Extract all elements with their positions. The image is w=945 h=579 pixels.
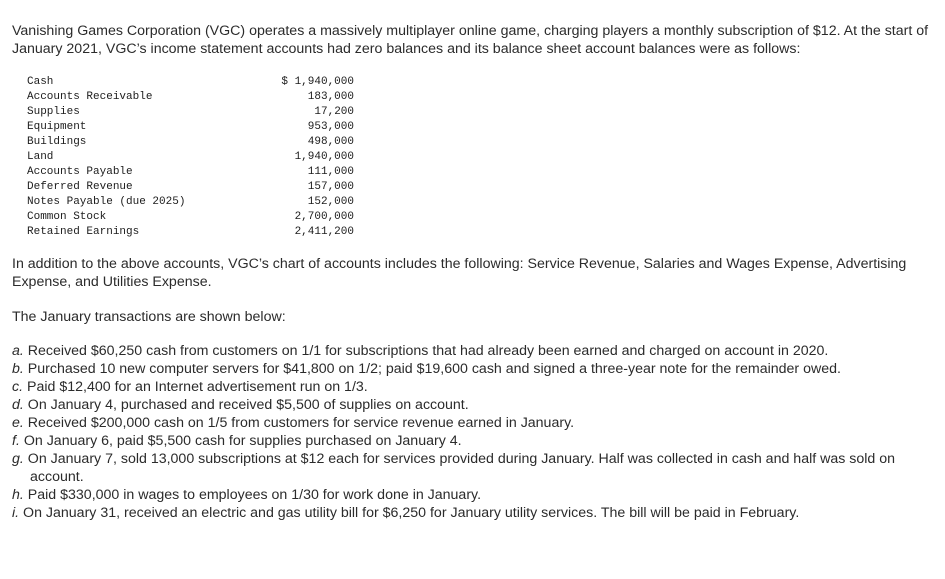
account-name: Notes Payable (due 2025) bbox=[27, 196, 186, 208]
transaction-letter: f. bbox=[12, 433, 20, 449]
transaction-letter: b. bbox=[12, 361, 24, 377]
balance-row bbox=[27, 90, 354, 105]
transactions-list bbox=[12, 342, 940, 522]
account-name: Supplies bbox=[27, 106, 80, 118]
account-balance: 17,200 bbox=[314, 106, 354, 118]
transaction-text: Received $60,250 cash from customers on 1/1 for subscriptions that had already been earned and charged on account in 2020. bbox=[27, 343, 829, 359]
problem-document bbox=[12, 22, 940, 522]
balance-row bbox=[27, 135, 354, 150]
transaction-text: On January 31, received an electric and gas utility bill for $6,250 for January utility services. The bill will be paid in February. bbox=[23, 505, 800, 521]
transaction-text: On January 6, paid $5,500 cash for supplies purchased on January 4. bbox=[23, 433, 462, 449]
account-balance: 953,000 bbox=[307, 121, 354, 133]
balance-row bbox=[27, 150, 354, 165]
balance-row bbox=[27, 165, 354, 180]
account-balance: $ 1,940,000 bbox=[281, 76, 354, 88]
transaction-item bbox=[12, 396, 940, 414]
transaction-item bbox=[12, 504, 940, 522]
transaction-letter: e. bbox=[12, 415, 24, 431]
transaction-text: Paid $330,000 in wages to employees on 1/30 for work done in January. bbox=[27, 487, 482, 503]
account-balance: 1,940,000 bbox=[294, 151, 354, 163]
balance-row bbox=[27, 195, 354, 210]
account-balance: 111,000 bbox=[307, 166, 354, 178]
account-balance: 152,000 bbox=[307, 196, 354, 208]
balance-row bbox=[27, 210, 354, 225]
transaction-item bbox=[12, 360, 940, 378]
transaction-item bbox=[12, 450, 940, 486]
transaction-letter: g. bbox=[12, 451, 24, 467]
transaction-text: Paid $12,400 for an Internet advertisement run on 1/3. bbox=[27, 379, 368, 395]
chart-of-accounts-paragraph: In addition to the above accounts, VGC’s chart of accounts includes the following: Service Revenue, Salaries and Wages Expense, Advertising Expense, and Utilities Expense. bbox=[12, 256, 907, 290]
transaction-item bbox=[12, 342, 940, 360]
transaction-item bbox=[12, 414, 940, 432]
transactions-heading: The January transactions are shown below: bbox=[12, 309, 286, 325]
account-name: Equipment bbox=[27, 121, 87, 133]
account-name: Accounts Receivable bbox=[27, 91, 153, 103]
account-name: Cash bbox=[27, 76, 54, 88]
account-balance: 2,411,200 bbox=[294, 226, 354, 238]
balance-row bbox=[27, 225, 354, 240]
transaction-text: Received $200,000 cash on 1/5 from customers for service revenue earned in January. bbox=[27, 415, 575, 431]
account-balance: 498,000 bbox=[307, 136, 354, 148]
balance-row bbox=[27, 120, 354, 135]
transaction-item bbox=[12, 378, 940, 396]
transaction-text: On January 4, purchased and received $5,500 of supplies on account. bbox=[27, 397, 469, 413]
balance-row bbox=[27, 75, 354, 90]
balance-table bbox=[27, 75, 354, 240]
transaction-text: On January 7, sold 13,000 subscriptions at $12 each for services provided during January. Half was collected in cash and half was sold on account. bbox=[27, 451, 896, 485]
balance-table-body bbox=[27, 75, 354, 240]
account-name: Land bbox=[27, 151, 54, 163]
transaction-item bbox=[12, 432, 940, 450]
transaction-letter: a. bbox=[12, 343, 24, 359]
account-balance: 2,700,000 bbox=[294, 211, 354, 223]
account-name: Buildings bbox=[27, 136, 87, 148]
intro-paragraph: Vanishing Games Corporation (VGC) operates a massively multiplayer online game, charging players a monthly subscription of $12. At the start of January 2021, VGC’s income statement accounts had zero balances and its balance sheet account balances were as follows: bbox=[12, 23, 929, 57]
account-name: Deferred Revenue bbox=[27, 181, 133, 193]
transaction-letter: i. bbox=[12, 505, 20, 521]
transaction-text: Purchased 10 new computer servers for $41,800 on 1/2; paid $19,600 cash and signed a three-year note for the remainder owed. bbox=[27, 361, 841, 377]
balance-row bbox=[27, 180, 354, 195]
account-name: Retained Earnings bbox=[27, 226, 140, 238]
account-name: Common Stock bbox=[27, 211, 107, 223]
account-name: Accounts Payable bbox=[27, 166, 133, 178]
balance-row bbox=[27, 105, 354, 120]
account-balance: 157,000 bbox=[307, 181, 354, 193]
transaction-item bbox=[12, 486, 940, 504]
transaction-letter: c. bbox=[12, 379, 24, 395]
transaction-letter: d. bbox=[12, 397, 24, 413]
transaction-letter: h. bbox=[12, 487, 24, 503]
account-balance: 183,000 bbox=[307, 91, 354, 103]
